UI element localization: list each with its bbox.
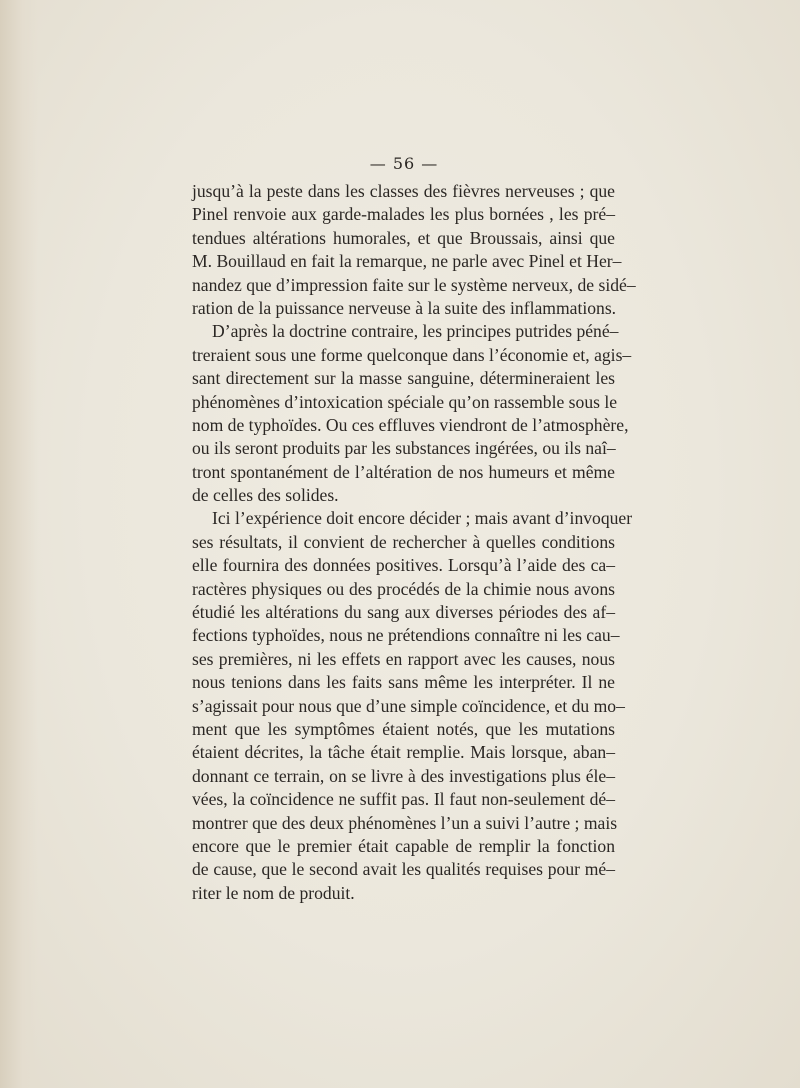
text-line: de cause, que le second avait les qualités requises pour mé– [192,859,615,880]
text-line: ration de la puissance nerveuse à la suite des inflammations. [192,297,617,318]
text-line: Pinel renvoie aux garde-malades les plus bornées , les pré– [192,204,615,225]
text-line: fections typhoïdes, nous ne prétendions connaître ni les cau– [192,625,620,646]
text-line: ses premières, ni les effets en rapport avec les causes, nous [192,648,615,669]
text-line: tendues altérations humorales, et que Broussais, ainsi que [192,227,615,248]
text-line: sant directement sur la masse sanguine, détermineraient les [192,368,615,389]
text-line: donnant ce terrain, on se livre à des investigations plus éle– [192,765,615,786]
text-line: treraient sous une forme quelconque dans l’économie et, agis– [192,344,632,365]
text-line: ou ils seront produits par les substances ingérées, ou ils naî– [192,438,616,459]
text-line: phénomènes d’intoxication spéciale qu’on rassemble sous le [192,391,618,412]
text-line: tront spontanément de l’altération de nos humeurs et même [192,461,615,482]
body-text [192,180,636,905]
text-line: elle fournira des données positives. Lorsqu’à l’aide des ca– [192,555,615,576]
text-line: étaient décrites, la tâche était remplie. Mais lorsque, aban– [192,742,615,763]
text-line: riter le nom de produit. [192,882,355,903]
text-line: vées, la coïncidence ne suffit pas. Il faut non-seulement dé– [192,789,615,810]
paragraph-start-line: Ici l’expérience doit encore décider ; mais avant d’invoquer [212,508,633,529]
text-line: ses résultats, il convient de rechercher à quelles conditions [192,531,615,552]
text-line: nom de typhoïdes. Ou ces effluves viendront de l’atmosphère, [192,414,629,435]
text-line: nous tenions dans les faits sans même les interpréter. Il ne [192,672,615,693]
text-line: encore que le premier était capable de remplir la fonction [192,835,615,856]
text-line: ractères physiques ou des procédés de la chimie nous avons [192,578,615,599]
text-line: montrer que des deux phénomènes l’un a suivi l’autre ; mais [192,812,618,833]
text-line: jusqu’à la peste dans les classes des fièvres nerveuses ; que [192,181,615,201]
text-line: étudié les altérations du sang aux diverses périodes des af– [192,602,615,623]
text-line: M. Bouillaud en fait la remarque, ne parle avec Pinel et Her– [192,251,622,272]
text-line: de celles des solides. [192,485,339,506]
paragraph-start-line: D’après la doctrine contraire, les principes putrides péné– [212,321,619,342]
text-line: s’agissait pour nous que d’une simple coïncidence, et du mo– [192,695,625,716]
page-number: — 56 — [369,154,439,173]
text-line: nandez que d’impression faite sur le système nerveux, de sidé– [192,274,636,295]
text-line: ment que les symptômes étaient notés, que les mutations [192,718,615,739]
